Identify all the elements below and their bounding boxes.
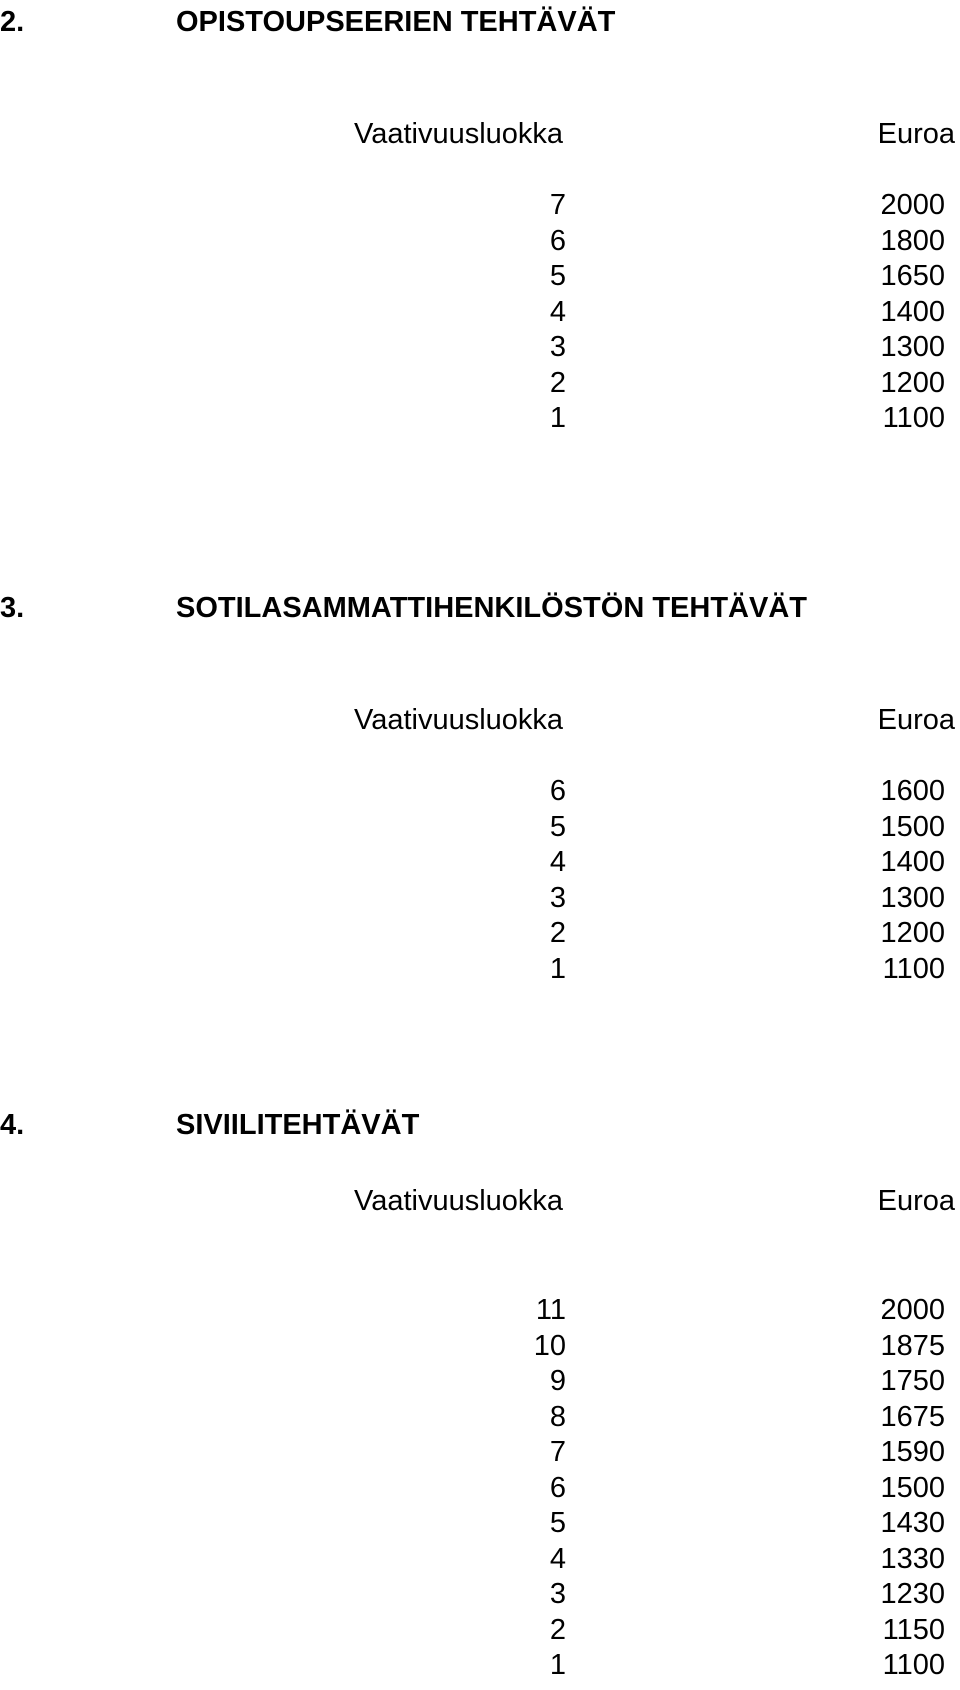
euro-cell: 1675 bbox=[880, 1400, 945, 1433]
class-cell: 5 bbox=[549, 810, 566, 843]
section-4-heading bbox=[0, 1107, 419, 1143]
euro-cell: 1800 bbox=[880, 224, 945, 257]
section-4-title: SIVIILITEHTÄVÄT bbox=[176, 1109, 420, 1141]
euro-cell: 1500 bbox=[880, 1471, 945, 1504]
table-row bbox=[0, 916, 960, 952]
column-header-euro: Euroa bbox=[877, 118, 955, 150]
table-row bbox=[0, 810, 960, 846]
table-row bbox=[0, 1329, 960, 1365]
table-row bbox=[0, 1648, 960, 1684]
table-row bbox=[0, 401, 960, 437]
table-row bbox=[0, 1293, 960, 1329]
table-row bbox=[0, 1471, 960, 1507]
class-cell: 2 bbox=[549, 917, 566, 949]
section-4-number: 4. bbox=[0, 1109, 25, 1141]
class-cell: 3 bbox=[549, 881, 566, 914]
euro-cell: 1650 bbox=[880, 260, 945, 292]
class-cell: 1 bbox=[549, 952, 566, 985]
euro-cell: 2000 bbox=[880, 189, 945, 221]
column-header-euro: Euroa bbox=[877, 1185, 955, 1217]
section-3-number: 3. bbox=[0, 592, 25, 624]
section-2-table-body bbox=[0, 188, 960, 437]
euro-cell: 1750 bbox=[880, 1365, 945, 1397]
table-row bbox=[0, 1506, 960, 1542]
table-row bbox=[0, 774, 960, 810]
table-row bbox=[0, 224, 960, 260]
section-3-heading bbox=[0, 590, 807, 626]
class-cell: 6 bbox=[549, 1471, 566, 1504]
table-row bbox=[0, 1613, 960, 1649]
section-2-title: OPISTOUPSEERIEN TEHTÄVÄT bbox=[176, 6, 616, 38]
euro-cell: 1300 bbox=[880, 331, 945, 363]
table-row bbox=[0, 1364, 960, 1400]
euro-cell: 1100 bbox=[882, 402, 945, 434]
column-header-class: Vaativuusluokka bbox=[354, 118, 564, 150]
euro-cell: 1330 bbox=[880, 1542, 945, 1575]
euro-cell: 1200 bbox=[880, 917, 945, 949]
euro-cell: 1400 bbox=[880, 295, 945, 328]
section-3-title: SOTILASAMMATTIHENKILÖSTÖN TEHTÄVÄT bbox=[176, 592, 807, 624]
table-row bbox=[0, 845, 960, 881]
class-cell: 5 bbox=[549, 260, 566, 292]
euro-cell: 2000 bbox=[880, 1294, 945, 1326]
class-cell: 7 bbox=[549, 189, 566, 221]
table-row bbox=[0, 366, 960, 402]
table-row bbox=[0, 259, 960, 295]
class-cell: 6 bbox=[549, 224, 566, 257]
class-cell: 4 bbox=[549, 295, 566, 328]
section-4-table-body bbox=[0, 1293, 960, 1684]
class-cell: 3 bbox=[549, 1578, 566, 1610]
class-cell: 2 bbox=[549, 366, 566, 399]
euro-cell: 1590 bbox=[880, 1436, 945, 1468]
euro-cell: 1400 bbox=[880, 846, 945, 878]
class-cell: 9 bbox=[549, 1365, 566, 1397]
euro-cell: 1500 bbox=[880, 810, 945, 843]
class-cell: 6 bbox=[549, 775, 566, 807]
class-cell: 10 bbox=[533, 1329, 566, 1362]
euro-cell: 1100 bbox=[882, 1649, 945, 1681]
class-cell: 7 bbox=[549, 1436, 566, 1468]
table-row bbox=[0, 295, 960, 331]
euro-cell: 1100 bbox=[882, 952, 945, 985]
euro-cell: 1200 bbox=[880, 366, 945, 399]
table-row bbox=[0, 330, 960, 366]
section-2-number: 2. bbox=[0, 6, 25, 38]
class-cell: 1 bbox=[549, 402, 566, 434]
table-row bbox=[0, 952, 960, 988]
class-cell: 8 bbox=[549, 1400, 566, 1433]
class-cell: 5 bbox=[549, 1507, 566, 1539]
column-header-class: Vaativuusluokka bbox=[354, 704, 564, 736]
class-cell: 4 bbox=[549, 1542, 566, 1575]
euro-cell: 1150 bbox=[882, 1613, 945, 1646]
class-cell: 4 bbox=[549, 846, 566, 878]
section-2-heading bbox=[0, 4, 615, 40]
table-row bbox=[0, 881, 960, 917]
column-header-class: Vaativuusluokka bbox=[354, 1185, 564, 1217]
euro-cell: 1230 bbox=[880, 1578, 945, 1610]
class-cell: 2 bbox=[549, 1613, 566, 1646]
column-header-euro: Euroa bbox=[877, 704, 955, 736]
class-cell: 3 bbox=[549, 331, 566, 363]
euro-cell: 1430 bbox=[880, 1507, 945, 1539]
euro-cell: 1875 bbox=[880, 1329, 945, 1362]
table-row bbox=[0, 1400, 960, 1436]
table-row bbox=[0, 1435, 960, 1471]
class-cell: 1 bbox=[549, 1649, 566, 1681]
table-row bbox=[0, 1577, 960, 1613]
section-3-table-body bbox=[0, 774, 960, 987]
euro-cell: 1300 bbox=[880, 881, 945, 914]
table-row bbox=[0, 1542, 960, 1578]
table-row bbox=[0, 188, 960, 224]
class-cell: 11 bbox=[535, 1294, 566, 1326]
euro-cell: 1600 bbox=[880, 775, 945, 807]
